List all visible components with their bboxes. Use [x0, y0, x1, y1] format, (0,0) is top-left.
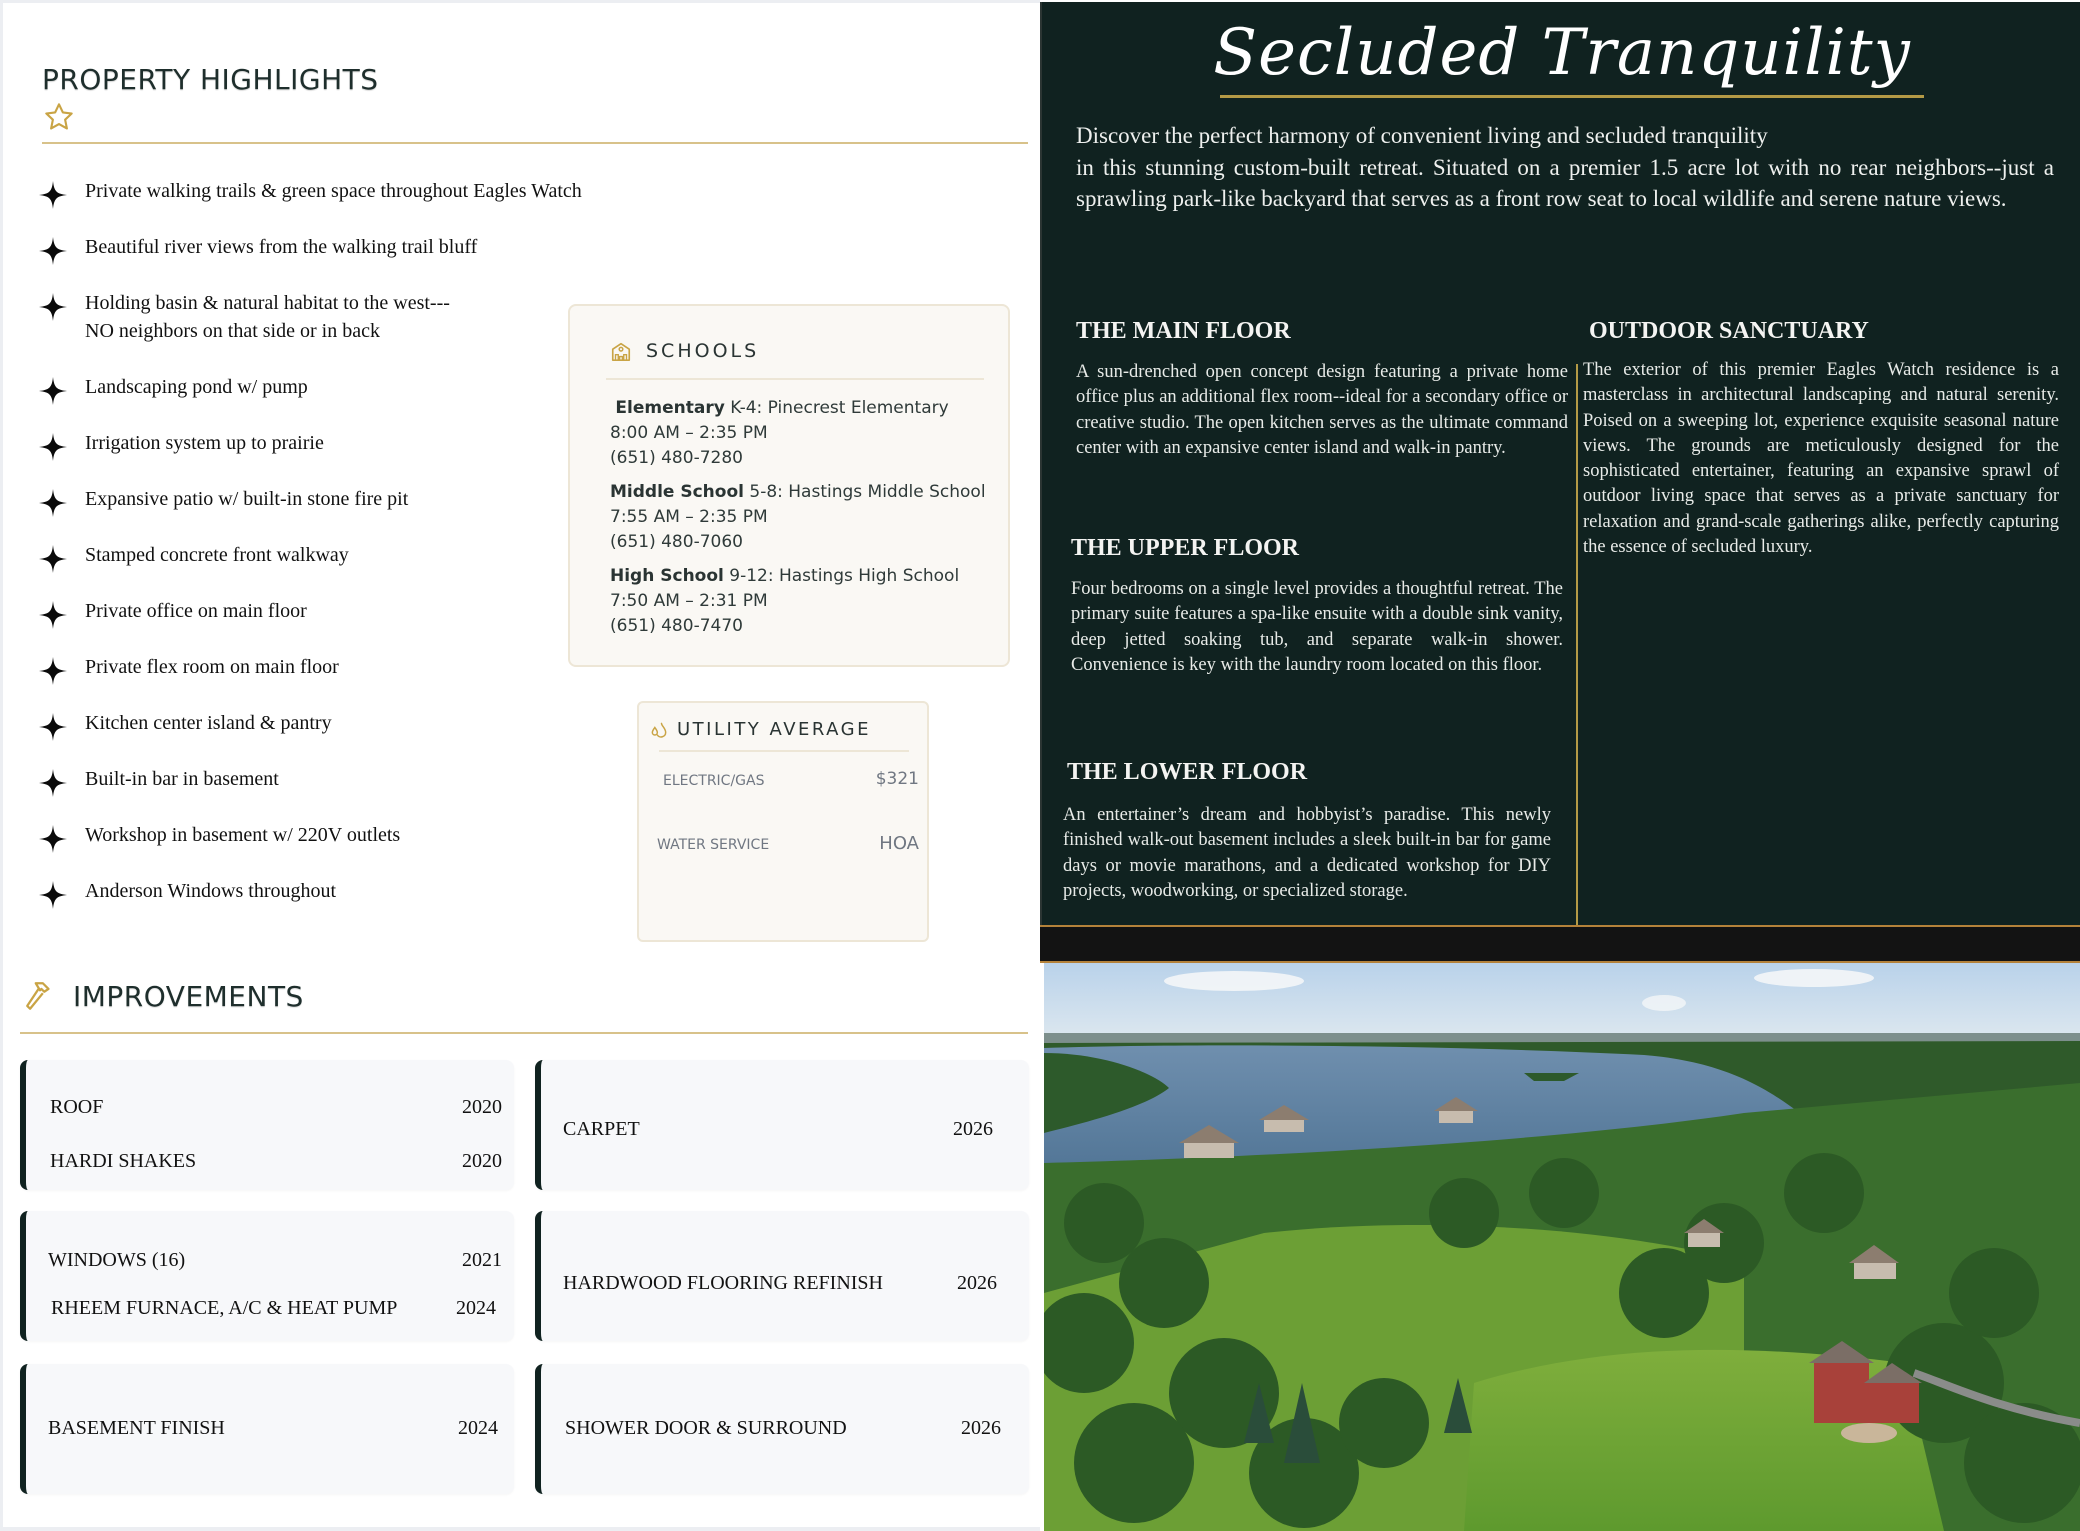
improvement-card [535, 1060, 1029, 1190]
improvements-title: IMPROVEMENTS [73, 979, 304, 1013]
highlight-text: Private flex room on main floor [85, 656, 339, 678]
improvement-card [20, 1211, 514, 1341]
intro-rest: in this stunning custom-built retreat. Situated on a premier 1.5 acre lot with no rear neighbors--just a sprawling park-like backyard that serves as a front row seat to local wildlife and serene nature views. [1076, 154, 2054, 211]
improvement-name: BASEMENT FINISH [48, 1417, 225, 1439]
highlight-text: Expansive patio w/ built-in stone fire pit [85, 488, 409, 510]
highlights-list [39, 173, 599, 929]
column-divider [1576, 364, 1578, 927]
utility-header [649, 719, 871, 740]
list-item [39, 537, 599, 593]
improvement-year: 2021 [462, 1249, 502, 1271]
improvement-year: 2026 [953, 1118, 993, 1140]
highlight-text: Holding basin & natural habitat to the west--- [85, 292, 450, 314]
highlight-text: Beautiful river views from the walking trail bluff [85, 236, 478, 258]
list-item [39, 369, 599, 425]
improvement-name: RHEEM FURNACE, A/C & HEAT PUMP [51, 1297, 398, 1319]
improvement-card [535, 1364, 1029, 1494]
sparkle-bullet-icon [39, 601, 67, 629]
improvement-name: CARPET [563, 1118, 640, 1140]
school-phone: (651) 480-7060 [610, 532, 743, 552]
sparkle-bullet-icon [39, 713, 67, 741]
improvement-name: HARDI SHAKES [50, 1150, 197, 1172]
schools-title: SCHOOLS [646, 340, 760, 362]
sparkle-bullet-icon [39, 237, 67, 265]
list-item [39, 761, 599, 817]
utility-label: ELECTRIC/GAS [663, 773, 765, 789]
school-level: Elementary [615, 398, 725, 418]
list-item [39, 173, 599, 229]
improvement-name: SHOWER DOOR & SURROUND [565, 1417, 847, 1439]
intro-first-line: Discover the perfect harmony of convenient living and secluded tranquility [1076, 123, 1768, 148]
improvement-year: 2026 [961, 1417, 1001, 1439]
highlight-text: Stamped concrete front walkway [85, 544, 349, 566]
improvement-year: 2026 [957, 1272, 997, 1294]
main-floor-heading: THE MAIN FLOOR [1076, 318, 1291, 344]
utility-label: WATER SERVICE [657, 837, 770, 853]
aerial-photo [1044, 963, 2080, 1531]
list-item [39, 285, 599, 369]
lower-floor-text: An entertainer’s dream and hobbyist’s paradise. This newly finished walk-out basement includes a sleek built-in bar for game days or movie marathons, and a dedicated workshop for DIY projects, woodworking, or specialized storage. [1063, 805, 1551, 901]
school-building-icon [610, 340, 632, 362]
highlight-text: Kitchen center island & pantry [85, 712, 332, 734]
schools-card [568, 304, 1010, 667]
list-item [39, 873, 599, 929]
outdoor-heading: OUTDOOR SANCTUARY [1589, 318, 1869, 344]
improvement-year: 2024 [456, 1297, 496, 1319]
school-name: K-4: Pinecrest Elementary [724, 398, 949, 418]
sparkle-bullet-icon [39, 433, 67, 461]
schools-divider [606, 378, 984, 380]
school-level: Middle School [610, 482, 744, 502]
highlight-text-continued: NO neighbors on that side or in back [85, 320, 380, 342]
highlight-text: Workshop in basement w/ 220V outlets [85, 824, 401, 846]
schools-list [610, 396, 1010, 648]
improvement-card [535, 1211, 1029, 1341]
improvement-year: 2020 [462, 1150, 502, 1172]
school-name: 5-8: Hastings Middle School [743, 482, 986, 502]
sparkle-bullet-icon [39, 545, 67, 573]
highlight-text: Landscaping pond w/ pump [85, 376, 308, 398]
sparkle-bullet-icon [39, 293, 67, 321]
utility-value: HOA [879, 833, 919, 854]
school-phone: (651) 480-7280 [610, 448, 743, 468]
sparkle-bullet-icon [39, 881, 67, 909]
improvement-name: WINDOWS (16) [48, 1249, 186, 1271]
list-item [39, 593, 599, 649]
school-phone: (651) 480-7470 [610, 616, 743, 636]
highlight-text: Irrigation system up to prairie [85, 432, 324, 454]
sparkle-bullet-icon [39, 769, 67, 797]
highlight-text: Private walking trails & green space throughout Eagles Watch [85, 180, 582, 202]
sparkle-bullet-icon [39, 181, 67, 209]
separator-band [1040, 925, 2080, 963]
sparkle-bullet-icon [39, 377, 67, 405]
utility-title: UTILITY AVERAGE [677, 719, 871, 740]
school-name: 9-12: Hastings High School [723, 566, 960, 586]
improvement-year: 2024 [458, 1417, 498, 1439]
utility-average-card [637, 701, 929, 942]
feature-intro [1076, 120, 2054, 215]
improvements-header [23, 979, 304, 1013]
title-underline [1220, 95, 1924, 98]
utility-divider [659, 750, 909, 752]
list-item [39, 229, 599, 285]
upper-floor-text: Four bedrooms on a single level provides a thoughtful retreat. The primary suite features a spa-like ensuite with a double sink vanity, deep jetted soaking tub, and separate walk-in shower. Convenience is key with the laundry room located on this floor. [1071, 579, 1563, 675]
school-hours: 7:55 AM – 2:35 PM [610, 507, 768, 527]
lower-floor-heading: THE LOWER FLOOR [1067, 759, 1308, 785]
sparkle-bullet-icon [39, 489, 67, 517]
list-item [39, 705, 599, 761]
utility-drops-icon [649, 720, 669, 740]
list-item [39, 425, 599, 481]
highlight-text: Anderson Windows throughout [85, 880, 337, 902]
list-item [39, 649, 599, 705]
star-outline-icon [42, 101, 76, 133]
sparkle-bullet-icon [39, 657, 67, 685]
improvement-card [20, 1364, 514, 1494]
upper-floor-heading: THE UPPER FLOOR [1071, 535, 1300, 561]
improvement-card [20, 1060, 514, 1190]
school-entry [610, 480, 1010, 555]
highlights-divider [42, 142, 1028, 144]
aerial-photo-illustration [1044, 963, 2080, 1531]
school-entry [610, 564, 1010, 639]
list-item [39, 817, 599, 873]
main-floor-text: A sun-drenched open concept design featuring a private home office plus an additional flex room--ideal for a secondary office or creative studio. The open kitchen serves as the ultimate command center with an expansive center island and walk-in pantry. [1076, 362, 1568, 458]
school-hours: 8:00 AM – 2:35 PM [610, 423, 768, 443]
property-highlights-title: PROPERTY HIGHLIGHTS [42, 63, 379, 96]
list-item [39, 481, 599, 537]
feature-panel [1040, 2, 2080, 925]
improvements-divider [20, 1032, 1028, 1034]
school-hours: 7:50 AM – 2:31 PM [610, 591, 768, 611]
hammer-icon [23, 979, 57, 1013]
schools-header [610, 340, 759, 362]
school-level: High School [610, 566, 724, 586]
outdoor-text: The exterior of this premier Eagles Watch residence is a masterclass in architectural landscaping and natural serenity. Poised on a sweeping lot, experience exquisite seasonal nature views. The grounds are meticulously designed for the sophisticated entertainer, featuring an expansive sprawl of outdoor living space that serves as a private sanctuary for relaxation and grand-scale gatherings alike, perfectly capturing the essence of secluded luxury. [1583, 360, 2059, 558]
school-entry [610, 396, 1010, 471]
improvement-name: HARDWOOD FLOORING REFINISH [563, 1272, 883, 1294]
highlight-text: Private office on main floor [85, 600, 307, 622]
utility-value: $321 [875, 769, 919, 789]
improvement-name: ROOF [50, 1096, 104, 1118]
highlight-text: Built-in bar in basement [85, 768, 279, 790]
sparkle-bullet-icon [39, 825, 67, 853]
right-page [1040, 0, 2080, 1531]
improvement-year: 2020 [462, 1096, 502, 1118]
feature-title: Secluded Tranquility [1213, 16, 1911, 90]
